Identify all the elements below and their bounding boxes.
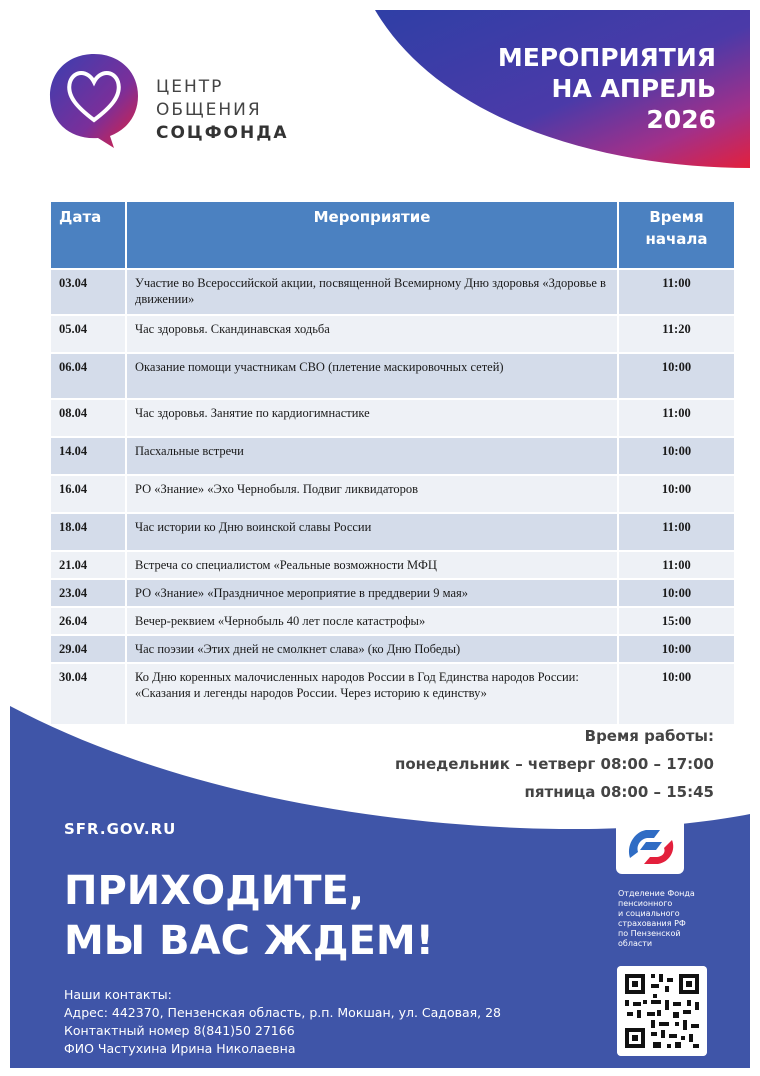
table-row [50, 513, 735, 551]
hours-friday: пятница 08:00 – 15:45 [524, 783, 714, 801]
cell-event: Оказание помощи участникам СВО (плетение маскировочных сетей) [126, 353, 618, 399]
org-line-1: Отделение Фонда [618, 889, 695, 898]
cell-date: 08.04 [50, 399, 126, 437]
cell-date: 05.04 [50, 315, 126, 353]
table-row [50, 437, 735, 475]
org-line-4: страхования РФ [618, 919, 686, 928]
table-row [50, 353, 735, 399]
cell-time: 11:00 [618, 399, 735, 437]
qr-code-icon[interactable] [617, 966, 707, 1056]
cell-time: 10:00 [618, 353, 735, 399]
hours-title: Время работы: [584, 727, 714, 745]
logo-text [156, 76, 289, 145]
sfr-logo-icon [616, 818, 684, 874]
table-row [50, 635, 735, 663]
org-name [618, 889, 718, 949]
cell-time: 10:00 [618, 437, 735, 475]
cell-time: 15:00 [618, 607, 735, 635]
cell-event: Час поэзии «Этих дней не смолкнет слава» (ко Дню Победы) [126, 635, 618, 663]
cell-date: 30.04 [50, 663, 126, 725]
table-row [50, 269, 735, 315]
logo-line-3: СОЦФОНДА [156, 123, 289, 143]
hours-weekdays: понедельник – четверг 08:00 – 17:00 [394, 755, 714, 773]
working-hours [395, 722, 714, 806]
column-header-date: Дата [50, 201, 126, 269]
column-header-event: Мероприятие [126, 201, 618, 269]
cell-date: 26.04 [50, 607, 126, 635]
cell-time: 10:00 [618, 579, 735, 607]
contacts-phone: Контактный номер 8(841)50 27166 [64, 1023, 295, 1038]
contacts-block [64, 986, 501, 1058]
logo-line-1: ЦЕНТР [156, 77, 224, 97]
cell-time: 11:00 [618, 551, 735, 579]
title-line-1: МЕРОПРИЯТИЯ [497, 43, 716, 72]
table-row [50, 315, 735, 353]
slogan [64, 866, 434, 966]
slogan-line-1: ПРИХОДИТЕ, [64, 868, 365, 914]
org-line-5: по Пензенской [618, 929, 681, 938]
cell-event: Встреча со специалистом «Реальные возможности МФЦ [126, 551, 618, 579]
org-line-2: пенсионного [618, 899, 673, 908]
cell-date: 21.04 [50, 551, 126, 579]
cell-date: 14.04 [50, 437, 126, 475]
website-link[interactable]: SFR.GOV.RU [64, 820, 177, 838]
cell-date: 16.04 [50, 475, 126, 513]
cell-date: 03.04 [50, 269, 126, 315]
cell-time: 11:00 [618, 513, 735, 551]
contacts-person: ФИО Частухина Ирина Николаевна [64, 1041, 296, 1056]
cell-event: Вечер-реквием «Чернобыль 40 лет после катастрофы» [126, 607, 618, 635]
contacts-title: Наши контакты: [64, 987, 172, 1002]
table-row [50, 399, 735, 437]
cell-event: РО «Знание» «Праздничное мероприятие в преддверии 9 мая» [126, 579, 618, 607]
table-row [50, 475, 735, 513]
slogan-line-2: МЫ ВАС ЖДЕМ! [64, 918, 434, 964]
org-line-6: области [618, 939, 653, 948]
cell-event: Участие во Всероссийской акции, посвященной Всемирному Дню здоровья «Здоровье в движении» [126, 269, 618, 315]
page-title [498, 42, 716, 135]
table-header-row [50, 201, 735, 269]
contacts-address: Адрес: 442370, Пензенская область, р.п. Мокшан, ул. Садовая, 28 [64, 1005, 501, 1020]
title-line-2: НА АПРЕЛЬ [551, 74, 716, 103]
heart-chat-icon [48, 50, 140, 150]
table-row [50, 607, 735, 635]
cell-event: Час здоровья. Скандинавская ходьба [126, 315, 618, 353]
cell-time: 11:20 [618, 315, 735, 353]
cell-event: Ко Дню коренных малочисленных народов России в Год Единства народов России: «Сказания и легенды народов России. Через историю к единству» [126, 663, 618, 725]
column-header-time: Время начала [618, 201, 735, 269]
cell-event: Час истории ко Дню воинской славы России [126, 513, 618, 551]
cell-time: 10:00 [618, 475, 735, 513]
table-row [50, 551, 735, 579]
cell-time: 11:00 [618, 269, 735, 315]
cell-date: 23.04 [50, 579, 126, 607]
cell-time: 10:00 [618, 635, 735, 663]
cell-event: Час здоровья. Занятие по кардиогимнастике [126, 399, 618, 437]
org-line-3: и социального [618, 909, 680, 918]
logo-line-2: ОБЩЕНИЯ [156, 100, 262, 120]
cell-event: Пасхальные встречи [126, 437, 618, 475]
events-table [49, 200, 736, 726]
cell-date: 29.04 [50, 635, 126, 663]
title-line-3: 2026 [646, 105, 716, 134]
table-row [50, 579, 735, 607]
cell-time: 10:00 [618, 663, 735, 725]
cell-date: 18.04 [50, 513, 126, 551]
cell-event: РО «Знание» «Эхо Чернобыля. Подвиг ликвидаторов [126, 475, 618, 513]
cell-date: 06.04 [50, 353, 126, 399]
